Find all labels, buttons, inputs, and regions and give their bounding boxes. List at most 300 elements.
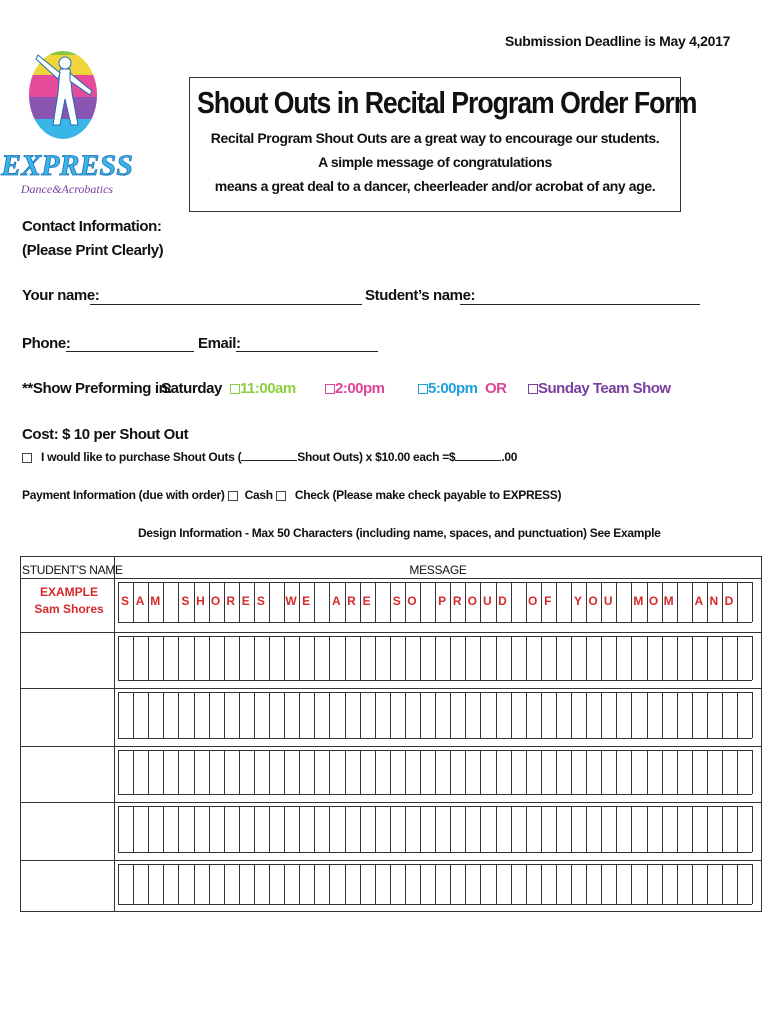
cell-divider[interactable] [390, 806, 391, 852]
cell-divider[interactable] [345, 806, 346, 852]
cell-divider[interactable] [163, 582, 164, 622]
cell-divider[interactable] [254, 864, 255, 904]
cell-divider[interactable] [299, 806, 300, 852]
intro-line-1: Recital Program Shout Outs are a great way to encourage our students. [210, 130, 660, 146]
cell-divider[interactable] [601, 806, 602, 852]
cell-divider[interactable] [707, 864, 708, 904]
cell-divider[interactable] [601, 864, 602, 904]
example-letter: O [528, 594, 538, 608]
cell-divider[interactable] [420, 692, 421, 738]
contact-heading: Contact Information: [22, 218, 162, 235]
cell-divider[interactable] [677, 750, 678, 794]
cell-divider[interactable] [677, 806, 678, 852]
cell-divider[interactable] [692, 864, 693, 904]
cell-divider[interactable] [662, 750, 663, 794]
time-11am-option[interactable]: 11:00am [230, 380, 296, 397]
or-text: OR [485, 380, 507, 397]
shout-out-count-field[interactable] [241, 460, 297, 461]
time-2pm-option[interactable]: 2:00pm [325, 380, 385, 397]
purchase-checkbox[interactable] [22, 453, 32, 463]
cell-divider[interactable] [677, 692, 678, 738]
cell-divider[interactable] [556, 864, 557, 904]
example-name: Sam Shores [34, 602, 104, 616]
cell-divider[interactable] [375, 806, 376, 852]
submission-deadline: Submission Deadline is May 4,2017 [505, 33, 731, 49]
cell-divider[interactable] [299, 692, 300, 738]
cell-divider[interactable] [390, 636, 391, 680]
cell-divider[interactable] [616, 864, 617, 904]
student-name-field[interactable] [460, 304, 700, 305]
cell-divider [118, 692, 119, 738]
checkbox-icon[interactable] [325, 384, 335, 394]
cell-divider[interactable] [722, 806, 723, 852]
cell-divider[interactable] [133, 806, 134, 852]
example-letter: R [226, 594, 236, 608]
cell-divider[interactable] [148, 806, 149, 852]
cell-divider[interactable] [345, 864, 346, 904]
cell-divider[interactable] [616, 806, 617, 852]
cell-divider[interactable] [269, 582, 270, 622]
cell-divider[interactable] [571, 806, 572, 852]
cell-divider[interactable] [722, 750, 723, 794]
phone-label: Phone: [22, 335, 71, 352]
cell-divider[interactable] [269, 806, 270, 852]
cell-divider[interactable] [209, 806, 210, 852]
cell-divider[interactable] [465, 806, 466, 852]
cell-divider[interactable] [647, 636, 648, 680]
cell-divider[interactable] [662, 692, 663, 738]
cell-divider[interactable] [224, 750, 225, 794]
cell-divider[interactable] [480, 750, 481, 794]
cell-divider[interactable] [450, 806, 451, 852]
cell-divider[interactable] [360, 750, 361, 794]
cell-divider[interactable] [677, 864, 678, 904]
cell-divider[interactable] [360, 864, 361, 904]
cell-divider[interactable] [647, 750, 648, 794]
cell-divider[interactable] [647, 864, 648, 904]
column-divider [114, 556, 115, 912]
cell-divider[interactable] [163, 636, 164, 680]
example-letter: A [135, 594, 145, 608]
cell-divider[interactable] [269, 636, 270, 680]
cell-divider[interactable] [631, 806, 632, 852]
cell-divider[interactable] [662, 806, 663, 852]
cell-divider[interactable] [601, 750, 602, 794]
cell-divider[interactable] [269, 750, 270, 794]
cell-divider[interactable] [541, 806, 542, 852]
cell-divider[interactable] [737, 806, 738, 852]
cell-divider[interactable] [148, 750, 149, 794]
design-info: Design Information - Max 50 Characters (including name, spaces, and punctuation) See Example [138, 526, 661, 540]
cell-divider[interactable] [405, 750, 406, 794]
cell-divider[interactable] [511, 692, 512, 738]
cell-divider[interactable] [194, 636, 195, 680]
payment-checkbox[interactable] [228, 491, 238, 501]
cell-divider[interactable] [314, 692, 315, 738]
shout-out-table [20, 556, 762, 912]
student-name-label: Student’s name: [365, 287, 476, 304]
svg-text:EXPRESS: EXPRESS [1, 149, 133, 182]
cell-divider[interactable] [390, 692, 391, 738]
cell-divider[interactable] [586, 750, 587, 794]
cell-divider[interactable] [209, 750, 210, 794]
cost-heading: Cost: $ 10 per Shout Out [22, 426, 189, 443]
cell-divider[interactable] [239, 692, 240, 738]
cell-divider[interactable] [420, 864, 421, 904]
cell-divider[interactable] [329, 750, 330, 794]
cell-divider[interactable] [269, 692, 270, 738]
checkbox-icon[interactable] [418, 384, 428, 394]
cell-divider[interactable] [480, 806, 481, 852]
checkbox-icon[interactable] [230, 384, 240, 394]
cell-divider[interactable] [480, 692, 481, 738]
cell-divider[interactable] [284, 806, 285, 852]
cell-divider[interactable] [299, 750, 300, 794]
checkbox-icon[interactable] [528, 384, 538, 394]
show-day: Saturday [161, 380, 222, 397]
cell-bottom [118, 852, 752, 853]
cell-divider[interactable] [178, 806, 179, 852]
cell-divider[interactable] [163, 750, 164, 794]
cell-divider[interactable] [178, 750, 179, 794]
cell-divider[interactable] [299, 636, 300, 680]
cell-divider[interactable] [752, 692, 753, 738]
cell-divider[interactable] [496, 692, 497, 738]
cell-divider[interactable] [752, 582, 753, 622]
cell-divider[interactable] [586, 864, 587, 904]
row-divider [20, 802, 762, 803]
cell-divider[interactable] [420, 750, 421, 794]
cell-divider[interactable] [556, 750, 557, 794]
cell-divider[interactable] [254, 692, 255, 738]
cell-divider[interactable] [511, 806, 512, 852]
example-letter: U [483, 594, 492, 608]
cell-divider[interactable] [133, 750, 134, 794]
cell-divider[interactable] [541, 636, 542, 680]
cell-divider[interactable] [375, 864, 376, 904]
cell-divider[interactable] [586, 692, 587, 738]
cell-divider[interactable] [707, 692, 708, 738]
example-letter: S [256, 594, 265, 608]
cell-divider[interactable] [496, 750, 497, 794]
cell-divider[interactable] [677, 582, 678, 622]
cell-divider[interactable] [254, 636, 255, 680]
cell-divider[interactable] [752, 750, 753, 794]
cell-divider[interactable] [556, 636, 557, 680]
cell-divider[interactable] [722, 692, 723, 738]
example-letter: N [709, 594, 719, 608]
cell-divider[interactable] [692, 750, 693, 794]
cell-divider[interactable] [209, 692, 210, 738]
cell-divider[interactable] [239, 864, 240, 904]
cell-divider[interactable] [254, 750, 255, 794]
cell-divider[interactable] [450, 636, 451, 680]
col-message-header: MESSAGE [409, 563, 467, 577]
cell-divider[interactable] [601, 692, 602, 738]
cell-divider[interactable] [269, 864, 270, 904]
cell-divider[interactable] [556, 582, 557, 622]
cell-divider[interactable] [496, 864, 497, 904]
cell-divider[interactable] [465, 864, 466, 904]
cell-divider[interactable] [375, 692, 376, 738]
cell-bottom [118, 622, 752, 623]
intro-line-2: A simple message of congratulations [318, 154, 552, 170]
cell-divider[interactable] [390, 864, 391, 904]
cell-divider[interactable] [345, 636, 346, 680]
cell-divider[interactable] [722, 864, 723, 904]
example-letter: M [663, 594, 674, 608]
cell-divider[interactable] [692, 636, 693, 680]
cell-divider[interactable] [737, 582, 738, 622]
cell-divider[interactable] [163, 864, 164, 904]
cell-divider [118, 864, 119, 904]
example-letter: R [452, 594, 462, 608]
cell-divider[interactable] [692, 692, 693, 738]
intro-line-3: means a great deal to a dancer, cheerleader and/or acrobat of any age. [214, 178, 656, 194]
cell-divider[interactable] [631, 750, 632, 794]
cell-divider[interactable] [178, 864, 179, 904]
cell-divider[interactable] [329, 806, 330, 852]
cell-divider[interactable] [465, 692, 466, 738]
cell-divider[interactable] [163, 692, 164, 738]
cell-divider[interactable] [616, 750, 617, 794]
cell-divider[interactable] [148, 864, 149, 904]
cell-divider[interactable] [465, 750, 466, 794]
cell-divider[interactable] [420, 582, 421, 622]
example-letter: F [544, 594, 552, 608]
email-label: Email: [198, 335, 241, 352]
cell-divider[interactable] [360, 806, 361, 852]
cell-divider[interactable] [586, 806, 587, 852]
cell-divider[interactable] [616, 582, 617, 622]
cell-divider[interactable] [511, 750, 512, 794]
cell-bottom [118, 680, 752, 681]
cell-divider[interactable] [178, 636, 179, 680]
cell-divider[interactable] [496, 636, 497, 680]
example-letter: A [694, 594, 704, 608]
cell-divider[interactable] [450, 692, 451, 738]
cell-divider[interactable] [511, 582, 512, 622]
cell-divider[interactable] [526, 806, 527, 852]
time-5pm-option[interactable]: 5:00pm [418, 380, 478, 397]
cell-divider[interactable] [360, 692, 361, 738]
cell-divider[interactable] [571, 692, 572, 738]
cell-divider[interactable] [148, 692, 149, 738]
cell-divider[interactable] [571, 636, 572, 680]
cell-divider[interactable] [571, 864, 572, 904]
cell-divider[interactable] [239, 750, 240, 794]
example-letter: S [392, 594, 401, 608]
cell-divider[interactable] [148, 636, 149, 680]
example-letter: O [467, 594, 477, 608]
cash-checkbox[interactable] [276, 491, 286, 501]
example-letter: D [724, 594, 734, 608]
cell-divider[interactable] [541, 692, 542, 738]
cell-divider[interactable] [752, 864, 753, 904]
cell-divider[interactable] [194, 864, 195, 904]
cell-divider[interactable] [239, 636, 240, 680]
cell-divider[interactable] [480, 636, 481, 680]
cell-divider[interactable] [450, 864, 451, 904]
cell-divider[interactable] [133, 692, 134, 738]
cell-divider[interactable] [737, 636, 738, 680]
cell-divider[interactable] [390, 750, 391, 794]
cell-divider[interactable] [239, 806, 240, 852]
header-divider [20, 578, 762, 579]
cell-divider[interactable] [405, 864, 406, 904]
cell-divider[interactable] [163, 806, 164, 852]
cell-divider[interactable] [450, 750, 451, 794]
cell-divider[interactable] [616, 692, 617, 738]
cell-divider[interactable] [435, 750, 436, 794]
cell-divider[interactable] [571, 750, 572, 794]
example-letter: O [588, 594, 598, 608]
cell-divider[interactable] [314, 864, 315, 904]
example-letter: Y [573, 594, 582, 608]
cell-divider[interactable] [707, 806, 708, 852]
cell-divider[interactable] [737, 750, 738, 794]
cell-divider[interactable] [465, 636, 466, 680]
cell-divider[interactable] [752, 636, 753, 680]
cell-divider[interactable] [224, 636, 225, 680]
phone-field[interactable] [66, 351, 194, 352]
cell-divider[interactable] [737, 692, 738, 738]
cell-divider[interactable] [314, 806, 315, 852]
cell-divider[interactable] [435, 636, 436, 680]
cell-bottom [118, 794, 752, 795]
cell-divider[interactable] [314, 636, 315, 680]
example-letter: M [150, 594, 161, 608]
cell-divider[interactable] [707, 636, 708, 680]
cell-divider[interactable] [496, 806, 497, 852]
cell-divider[interactable] [647, 806, 648, 852]
cell-divider[interactable] [224, 692, 225, 738]
cell-divider[interactable] [329, 636, 330, 680]
cell-divider[interactable] [284, 750, 285, 794]
your-name-label: Your name: [22, 287, 100, 304]
cell-divider[interactable] [647, 692, 648, 738]
example-letter: D [498, 594, 507, 608]
cell-divider[interactable] [631, 692, 632, 738]
your-name-field[interactable] [90, 304, 362, 305]
cell-divider[interactable] [707, 750, 708, 794]
cell-divider [118, 636, 119, 680]
sunday-show-option[interactable]: Sunday Team Show [528, 380, 671, 397]
cell-divider[interactable] [662, 864, 663, 904]
cell-divider[interactable] [375, 636, 376, 680]
cell-divider[interactable] [405, 636, 406, 680]
cell-divider[interactable] [375, 582, 376, 622]
cell-divider[interactable] [194, 750, 195, 794]
example-letter: R [347, 594, 356, 608]
cell-divider[interactable] [209, 636, 210, 680]
row-divider [20, 632, 762, 633]
cell-divider [118, 806, 119, 852]
cell-divider[interactable] [360, 636, 361, 680]
cell-divider[interactable] [284, 864, 285, 904]
cell-divider[interactable] [209, 864, 210, 904]
cell-divider[interactable] [405, 806, 406, 852]
example-letter: E [302, 594, 311, 608]
example-letter: M [633, 594, 644, 608]
cell-divider[interactable] [677, 636, 678, 680]
example-student [24, 584, 114, 618]
cell-divider[interactable] [541, 864, 542, 904]
cell-divider[interactable] [254, 806, 255, 852]
cell-divider[interactable] [345, 692, 346, 738]
cell-divider[interactable] [586, 636, 587, 680]
example-letter: O [648, 594, 659, 608]
email-field[interactable] [236, 351, 378, 352]
example-letter: O [210, 594, 221, 608]
cell-divider[interactable] [556, 692, 557, 738]
cell-divider[interactable] [692, 806, 693, 852]
cell-divider[interactable] [737, 864, 738, 904]
cell-divider[interactable] [541, 750, 542, 794]
cell-divider[interactable] [194, 692, 195, 738]
cell-divider [118, 750, 119, 794]
cell-divider[interactable] [284, 692, 285, 738]
cell-divider[interactable] [420, 636, 421, 680]
cell-divider[interactable] [224, 806, 225, 852]
cell-divider[interactable] [178, 692, 179, 738]
cell-divider[interactable] [224, 864, 225, 904]
row-divider [20, 746, 762, 747]
dancer-logo-icon [1, 33, 133, 201]
cell-divider[interactable] [345, 750, 346, 794]
cell-divider[interactable] [420, 806, 421, 852]
cell-divider[interactable] [405, 692, 406, 738]
example-letter: W [285, 594, 297, 608]
cell-divider[interactable] [133, 864, 134, 904]
cell-divider[interactable] [329, 864, 330, 904]
cell-divider[interactable] [662, 636, 663, 680]
cell-divider[interactable] [526, 692, 527, 738]
cell-divider[interactable] [299, 864, 300, 904]
cell-divider[interactable] [194, 806, 195, 852]
cell-divider[interactable] [722, 636, 723, 680]
cell-divider[interactable] [329, 692, 330, 738]
cell-divider[interactable] [616, 636, 617, 680]
cell-divider[interactable] [314, 750, 315, 794]
cell-divider[interactable] [284, 636, 285, 680]
cell-divider[interactable] [526, 636, 527, 680]
cell-bottom [118, 738, 752, 739]
cell-divider[interactable] [601, 636, 602, 680]
total-field[interactable] [455, 460, 501, 461]
example-letter: P [438, 594, 447, 608]
cell-divider[interactable] [511, 864, 512, 904]
cell-divider[interactable] [314, 582, 315, 622]
cell-divider[interactable] [511, 636, 512, 680]
cell-divider[interactable] [526, 750, 527, 794]
cell-divider[interactable] [133, 636, 134, 680]
contact-subheading: (Please Print Clearly) [22, 242, 164, 259]
cell-divider[interactable] [435, 692, 436, 738]
cell-divider[interactable] [526, 864, 527, 904]
cell-divider[interactable] [480, 864, 481, 904]
example-letter: O [407, 594, 417, 608]
cell-divider[interactable] [556, 806, 557, 852]
row-divider [20, 688, 762, 689]
example-label: EXAMPLE [39, 585, 98, 599]
cell-divider[interactable] [435, 864, 436, 904]
cell-divider[interactable] [375, 750, 376, 794]
cell-divider[interactable] [752, 806, 753, 852]
cell-divider[interactable] [631, 636, 632, 680]
cell-divider[interactable] [435, 806, 436, 852]
cell-divider[interactable] [631, 864, 632, 904]
